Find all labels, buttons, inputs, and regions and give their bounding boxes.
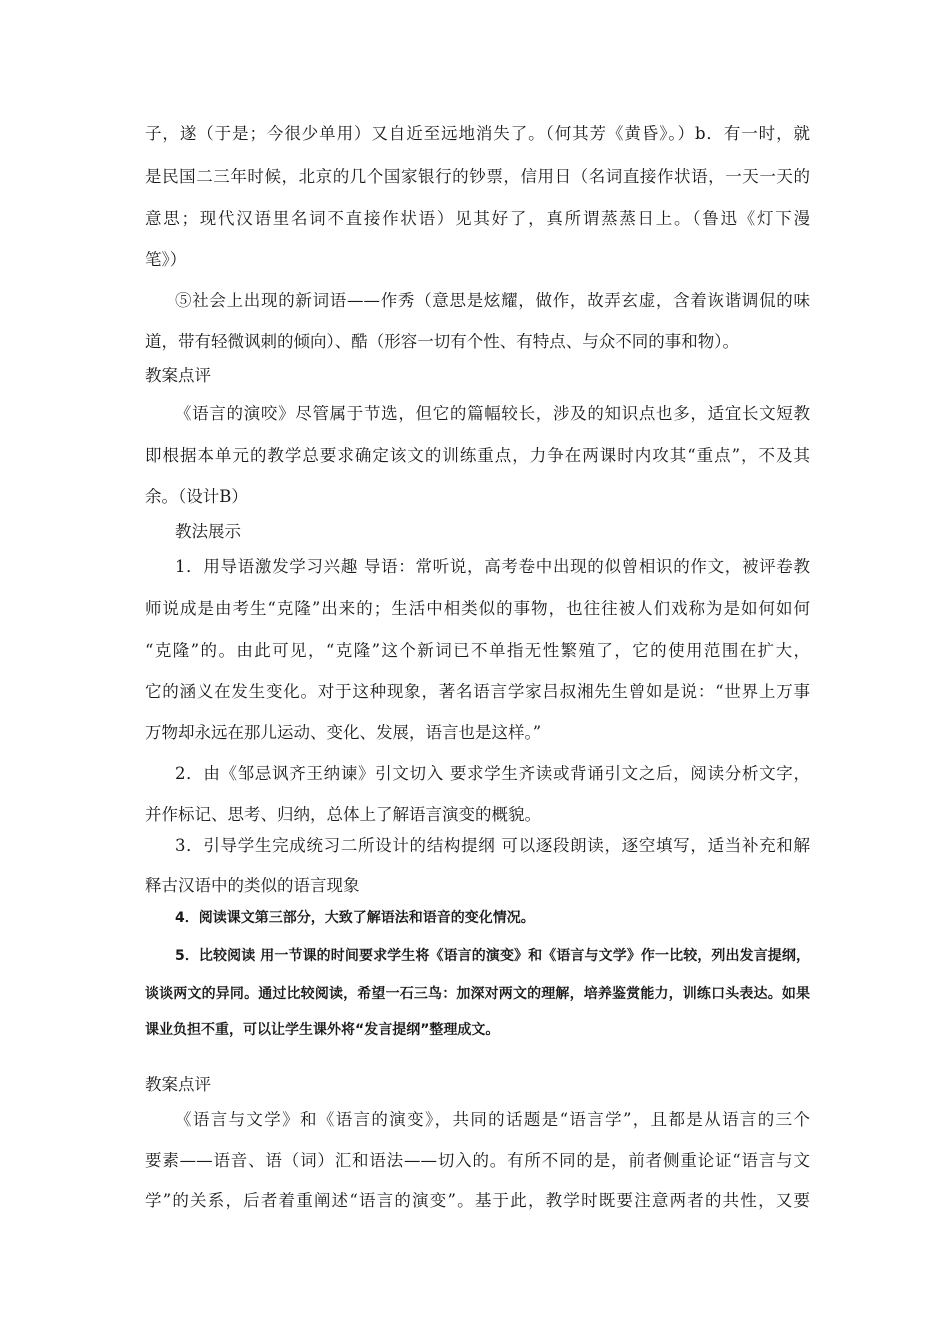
text-line: 学”的关系，后者着重阐述“语言的演变”。基于此，教学时既要注意两者的共性，又要 — [145, 1191, 810, 1210]
text-line: 并作标记、思考、归纳，总体上了解语言演变的概貌。 — [145, 805, 541, 824]
section-heading: 教法展示 — [175, 522, 241, 541]
text-line: 1．用导语激发学习兴趣 导语：常听说，高考卷中出现的似曾相识的作文，被评卷教 — [175, 557, 810, 576]
bold-text-line: 课业负担不重，可以让学生课外将“发言提纲”整理成文。 — [145, 1022, 500, 1038]
section-heading: 教案点评 — [145, 366, 211, 385]
text-line: 释古汉语中的类似的语言现象 — [145, 876, 360, 895]
text-line: 要素——语音、语（词）汇和语法——切入的。有所不同的是，前者侧重论证“语言与文 — [145, 1151, 810, 1170]
section-heading: 教案点评 — [145, 1075, 211, 1094]
text-line: ⑤社会上出现的新词语——作秀（意思是炫耀，做作，故弄玄虚，含着诙谐调侃的味 — [175, 291, 810, 310]
text-line: 子，遂（于是；今很少单用）又自近至远地消失了。（何其芳《黄昏》。）b．有一时，就 — [145, 124, 810, 143]
text-line: 《语言与文学》和《语言的演变》，共同的话题是“语言学”，且都是从语言的三个 — [175, 1110, 810, 1129]
bold-text-line: 4．阅读课文第三部分，大致了解语法和语音的变化情况。 — [175, 910, 535, 926]
text-line: 师说成是由考生“克隆”出来的；生活中相类似的事物，也往往被人们戏称为是如何如何 — [145, 599, 810, 618]
text-line: 道，带有轻微讽刺的倾向）、酷（形容一切有个性、有特点、与众不同的事和物）。 — [145, 332, 739, 351]
text-line: 万物却永远在那儿运动、变化、发展，语言也是这样。” — [145, 723, 542, 742]
text-line: 笔》） — [145, 250, 187, 269]
text-line: 余。（设计B） — [145, 487, 248, 506]
text-line: 《语言的演咬》尽管属于节选，但它的篇幅较长，涉及的知识点也多，适宜长文短教 — [175, 404, 810, 423]
text-line: 2．由《邹忌讽齐王纳谏》引文切入 要求学生齐读或背诵引文之后，阅读分析文字， — [175, 764, 810, 783]
bold-text-line: 5．比较阅读 用一节课的时间要求学生将《语言的演变》和《语言与文学》作一比较，列出发言提纲， — [175, 948, 810, 964]
text-line: 即根据本单元的教学总要求确定该文的训练重点，力争在两课时内攻其“重点”，不及其 — [145, 446, 810, 465]
text-line: 3．引导学生完成统习二所设计的结构提纲 可以逐段朗读，逐空填写，适当补充和解 — [175, 836, 810, 855]
text-line: “克隆”的。由此可见，“克隆”这个新词已不单指无性繁殖了，它的使用范围在扩大， — [145, 641, 810, 660]
bold-text-line: 谈谈两文的异同。通过比较阅读，希望一石三鸟：加深对两文的理解，培养鉴赏能力，训练口头表达。如果 — [145, 986, 810, 1002]
text-line: 意思；现代汉语里名词不直接作状语）见其好了，真所谓蒸蒸日上。（鲁迅《灯下漫 — [145, 209, 810, 228]
text-line: 它的涵义在发生变化。对于这种现象，著名语言学家吕叔湘先生曾如是说：“世界上万事 — [145, 682, 810, 701]
text-line: 是民国二三年时候，北京的几个国家银行的钞票，信用日（名词直接作状语，一天一天的 — [145, 167, 810, 186]
